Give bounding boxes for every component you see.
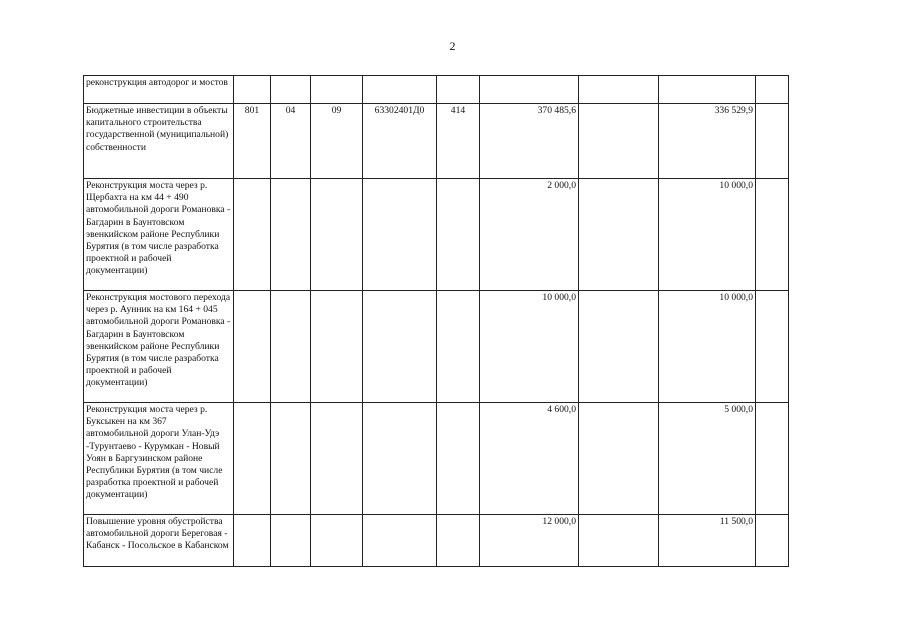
row-name-cell: Реконструкция моста через р. Щербахта на км 44 + 490 автомобильной дороги Романовка - Багдарин в Баунтовском эвенкийском районе Республики Бурятия (в том числе разработка проектной и рабочей документации) (84, 179, 234, 291)
table-cell-col-8 (579, 403, 659, 515)
table-cell-col-3 (271, 515, 311, 567)
table-cell-col-7: 12 000,0 (480, 515, 579, 567)
table-cell-col-10 (756, 515, 789, 567)
budget-table (83, 75, 789, 567)
table-row (84, 403, 789, 515)
table-cell-col-10 (756, 403, 789, 515)
table-cell-col-4 (311, 403, 363, 515)
table-row (84, 291, 789, 403)
table-cell-col-3 (271, 76, 311, 104)
row-name-cell: Реконструкция моста через р. Буксыкен на км 367 автомобильной дороги Улан-Удэ -Турунтаево - Курумкан - Новый Уоян в Баргузинском районе Республики Бурятия (в том числе разработка проектной и рабочей документации) (84, 403, 234, 515)
table-cell-col-3 (271, 403, 311, 515)
table-cell-col-8 (579, 179, 659, 291)
table-cell-col-2 (234, 179, 271, 291)
table-cell-col-9: 5 000,0 (659, 403, 756, 515)
table-cell-col-2 (234, 515, 271, 567)
table-row (84, 515, 789, 567)
table-row (84, 104, 789, 179)
table-cell-col-3 (271, 291, 311, 403)
table-row (84, 179, 789, 291)
table-cell-col-9: 336 529,9 (659, 104, 756, 179)
table-cell-col-5 (363, 515, 437, 567)
table-cell-col-2 (234, 403, 271, 515)
table-cell-col-7: 2 000,0 (480, 179, 579, 291)
table-cell-col-8 (579, 76, 659, 104)
table-cell-col-8 (579, 291, 659, 403)
page-number: 2 (449, 39, 456, 53)
table-cell-col-2: 801 (234, 104, 271, 179)
table-cell-col-9: 10 000,0 (659, 179, 756, 291)
row-name-cell: Повышение уровня обустройства автомобильной дороги Береговая - Кабанск - Посольское в Кабанском (84, 515, 234, 567)
table-cell-col-6: 414 (437, 104, 480, 179)
table-cell-col-5 (363, 291, 437, 403)
table-cell-col-3 (271, 179, 311, 291)
table-cell-col-10 (756, 291, 789, 403)
table-cell-col-7: 370 485,6 (480, 104, 579, 179)
table-cell-col-6 (437, 515, 480, 567)
table-cell-col-3: 04 (271, 104, 311, 179)
table-cell-col-4 (311, 179, 363, 291)
table-cell-col-6 (437, 291, 480, 403)
table-cell-col-5 (363, 76, 437, 104)
table-cell-col-10 (756, 104, 789, 179)
table-cell-col-10 (756, 179, 789, 291)
table-cell-col-5 (363, 403, 437, 515)
row-name-cell: Бюджетные инвестиции в объекты капитального строительства государственной (муниципальной) собственности (84, 104, 234, 179)
table-cell-col-4 (311, 76, 363, 104)
table-cell-col-9 (659, 76, 756, 104)
row-name-cell: Реконструкция мостового перехода через р. Аунник на км 164 + 045 автомобильной дороги Романовка - Багдарин в Баунтовском эвенкийском районе Республики Бурятия (в том числе разработка проектной и рабочей документации) (84, 291, 234, 403)
table-cell-col-5 (363, 179, 437, 291)
table-cell-col-6 (437, 179, 480, 291)
table-cell-col-8 (579, 104, 659, 179)
table-cell-col-7: 4 600,0 (480, 403, 579, 515)
table-cell-col-6 (437, 403, 480, 515)
table-cell-col-8 (579, 515, 659, 567)
table-cell-col-9: 10 000,0 (659, 291, 756, 403)
table-cell-col-7: 10 000,0 (480, 291, 579, 403)
row-name-cell: реконструкция автодорог и мостов (84, 76, 234, 104)
table-cell-col-6 (437, 76, 480, 104)
table-cell-col-7 (480, 76, 579, 104)
table-row (84, 76, 789, 104)
table-cell-col-4 (311, 515, 363, 567)
table-cell-col-4 (311, 291, 363, 403)
budget-table-body (84, 76, 789, 567)
table-cell-col-2 (234, 76, 271, 104)
table-cell-col-10 (756, 76, 789, 104)
table-cell-col-5: 63302401Д0 (363, 104, 437, 179)
table-cell-col-9: 11 500,0 (659, 515, 756, 567)
table-cell-col-2 (234, 291, 271, 403)
table-cell-col-4: 09 (311, 104, 363, 179)
